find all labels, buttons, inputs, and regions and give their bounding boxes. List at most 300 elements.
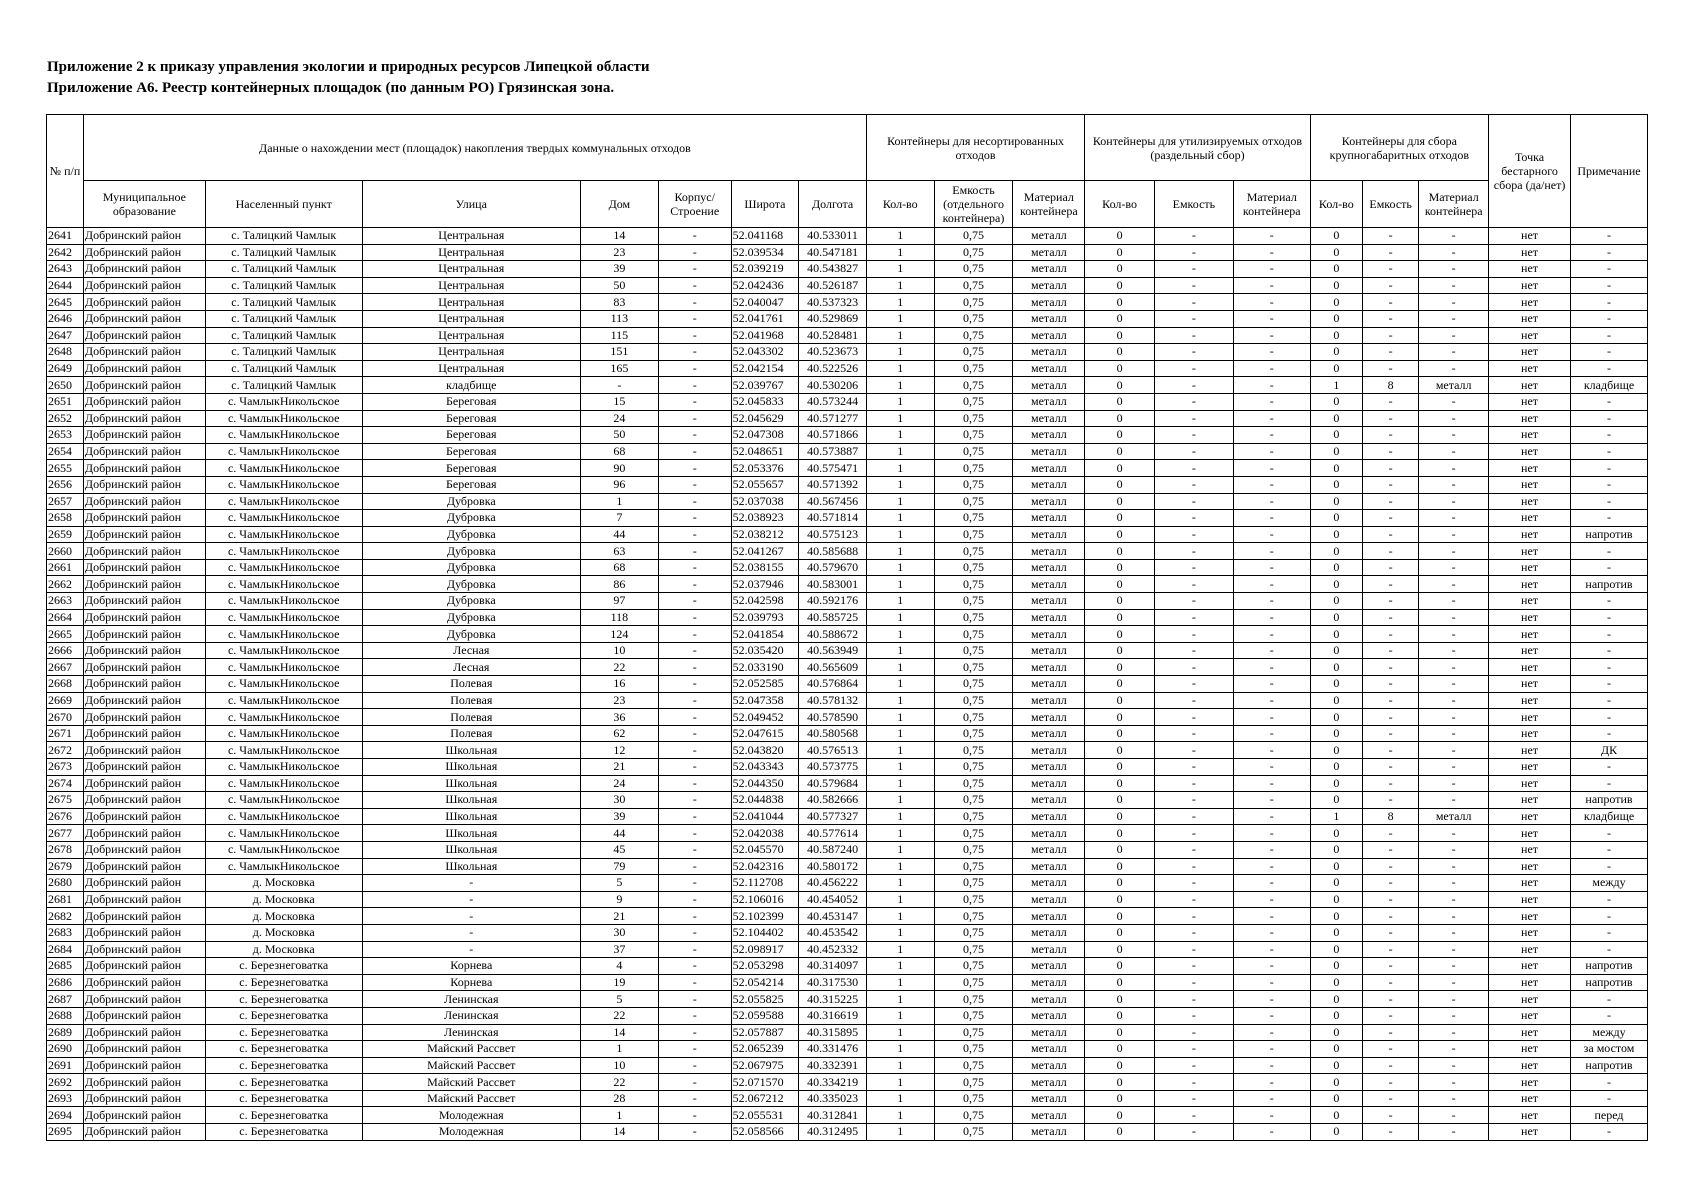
- cell-recycled-count: 0: [1085, 676, 1155, 693]
- cell-settlement: д. Московка: [205, 875, 362, 892]
- cell-recycled-capacity: -: [1154, 1074, 1233, 1091]
- cell-settlement: с. Березнеговатка: [205, 991, 362, 1008]
- cell-building: -: [658, 1107, 731, 1124]
- cell-municipality: Добринский район: [83, 476, 205, 493]
- cell-settlement: с. ЧамлыкНикольское: [205, 742, 362, 759]
- cell-unsorted-material: металл: [1013, 825, 1085, 842]
- cell-unsorted-count: 1: [866, 1041, 934, 1058]
- cell-num: 2688: [47, 1007, 84, 1024]
- cell-bulky-capacity: -: [1362, 908, 1418, 925]
- cell-recycled-count: 0: [1085, 875, 1155, 892]
- table-row: [47, 244, 1648, 261]
- cell-note: -: [1571, 393, 1648, 410]
- cell-house: 30: [580, 792, 658, 809]
- cell-lon: 40.312495: [799, 1124, 867, 1141]
- cell-lat: 52.102399: [731, 908, 799, 925]
- cell-bulky-material: -: [1419, 759, 1489, 776]
- table-row: [47, 327, 1648, 344]
- cell-street: Школьная: [362, 792, 580, 809]
- cell-street: Полевая: [362, 676, 580, 693]
- title-line-2: Приложение А6. Реестр контейнерных площадок (по данным РО) Грязинская зона.: [47, 80, 615, 96]
- cell-bulky-material: -: [1419, 261, 1489, 278]
- cell-recycled-count: 0: [1085, 792, 1155, 809]
- cell-street: Школьная: [362, 742, 580, 759]
- cell-lat: 52.042154: [731, 360, 799, 377]
- cell-note: -: [1571, 692, 1648, 709]
- cell-container-free: нет: [1489, 1074, 1571, 1091]
- cell-bulky-capacity: -: [1362, 609, 1418, 626]
- cell-building: -: [658, 294, 731, 311]
- cell-street: Береговая: [362, 393, 580, 410]
- cell-bulky-capacity: -: [1362, 1074, 1418, 1091]
- cell-building: -: [658, 526, 731, 543]
- cell-unsorted-material: металл: [1013, 410, 1085, 427]
- cell-settlement: с. ЧамлыкНикольское: [205, 825, 362, 842]
- table-row: [47, 460, 1648, 477]
- cell-unsorted-count: 1: [866, 775, 934, 792]
- cell-unsorted-material: металл: [1013, 1024, 1085, 1041]
- cell-house: 44: [580, 825, 658, 842]
- cell-building: -: [658, 228, 731, 245]
- cell-container-free: нет: [1489, 891, 1571, 908]
- header-unsorted-material: Материал контейнера: [1013, 181, 1085, 228]
- cell-municipality: Добринский район: [83, 974, 205, 991]
- cell-bulky-count: 0: [1310, 1124, 1362, 1141]
- cell-bulky-material: -: [1419, 1041, 1489, 1058]
- cell-container-free: нет: [1489, 676, 1571, 693]
- cell-unsorted-capacity: 0,75: [934, 709, 1013, 726]
- cell-lon: 40.565609: [799, 659, 867, 676]
- cell-bulky-count: 0: [1310, 277, 1362, 294]
- cell-unsorted-material: металл: [1013, 277, 1085, 294]
- cell-recycled-capacity: -: [1154, 1107, 1233, 1124]
- cell-num: 2656: [47, 476, 84, 493]
- cell-unsorted-count: 1: [866, 493, 934, 510]
- cell-bulky-material: -: [1419, 576, 1489, 593]
- cell-house: 10: [580, 642, 658, 659]
- cell-unsorted-count: 1: [866, 261, 934, 278]
- cell-settlement: с. Березнеговатка: [205, 1074, 362, 1091]
- cell-municipality: Добринский район: [83, 692, 205, 709]
- cell-unsorted-material: металл: [1013, 360, 1085, 377]
- cell-lat: 52.053376: [731, 460, 799, 477]
- cell-num: 2651: [47, 393, 84, 410]
- cell-recycled-material: -: [1233, 974, 1310, 991]
- cell-lat: 52.049452: [731, 709, 799, 726]
- cell-num: 2691: [47, 1057, 84, 1074]
- cell-bulky-material: -: [1419, 294, 1489, 311]
- cell-unsorted-material: металл: [1013, 709, 1085, 726]
- cell-note: -: [1571, 709, 1648, 726]
- cell-lat: 52.041044: [731, 808, 799, 825]
- cell-unsorted-material: металл: [1013, 543, 1085, 560]
- cell-recycled-capacity: -: [1154, 759, 1233, 776]
- cell-note: -: [1571, 676, 1648, 693]
- cell-unsorted-count: 1: [866, 559, 934, 576]
- cell-num: 2680: [47, 875, 84, 892]
- cell-house: 22: [580, 1007, 658, 1024]
- cell-bulky-count: 0: [1310, 294, 1362, 311]
- cell-recycled-material: -: [1233, 261, 1310, 278]
- cell-container-free: нет: [1489, 526, 1571, 543]
- cell-building: -: [658, 941, 731, 958]
- cell-settlement: с. ЧамлыкНикольское: [205, 443, 362, 460]
- cell-unsorted-count: 1: [866, 460, 934, 477]
- cell-building: -: [658, 460, 731, 477]
- cell-bulky-count: 0: [1310, 344, 1362, 361]
- cell-bulky-count: 0: [1310, 1024, 1362, 1041]
- cell-street: -: [362, 924, 580, 941]
- cell-street: Корнева: [362, 974, 580, 991]
- cell-unsorted-count: 1: [866, 742, 934, 759]
- cell-container-free: нет: [1489, 277, 1571, 294]
- header-note: Примечание: [1571, 115, 1648, 228]
- cell-unsorted-capacity: 0,75: [934, 808, 1013, 825]
- cell-recycled-material: -: [1233, 1007, 1310, 1024]
- cell-building: -: [658, 327, 731, 344]
- cell-note: -: [1571, 841, 1648, 858]
- cell-municipality: Добринский район: [83, 360, 205, 377]
- cell-unsorted-capacity: 0,75: [934, 1041, 1013, 1058]
- cell-house: 44: [580, 526, 658, 543]
- cell-note: -: [1571, 244, 1648, 261]
- cell-bulky-material: -: [1419, 891, 1489, 908]
- cell-bulky-count: 0: [1310, 443, 1362, 460]
- cell-building: -: [658, 510, 731, 527]
- cell-building: -: [658, 808, 731, 825]
- cell-recycled-capacity: -: [1154, 526, 1233, 543]
- cell-street: Дубровка: [362, 510, 580, 527]
- cell-lat: 52.065239: [731, 1041, 799, 1058]
- cell-container-free: нет: [1489, 941, 1571, 958]
- cell-municipality: Добринский район: [83, 427, 205, 444]
- cell-recycled-capacity: -: [1154, 642, 1233, 659]
- cell-note: -: [1571, 825, 1648, 842]
- cell-bulky-material: -: [1419, 626, 1489, 643]
- cell-bulky-count: 0: [1310, 393, 1362, 410]
- cell-building: -: [658, 277, 731, 294]
- cell-lat: 52.054214: [731, 974, 799, 991]
- cell-bulky-count: 0: [1310, 792, 1362, 809]
- cell-recycled-count: 0: [1085, 443, 1155, 460]
- cell-house: 23: [580, 692, 658, 709]
- cell-unsorted-material: металл: [1013, 725, 1085, 742]
- cell-bulky-material: -: [1419, 742, 1489, 759]
- cell-settlement: с. ЧамлыкНикольское: [205, 692, 362, 709]
- cell-recycled-count: 0: [1085, 593, 1155, 610]
- cell-container-free: нет: [1489, 609, 1571, 626]
- cell-note: кладбище: [1571, 808, 1648, 825]
- cell-house: 68: [580, 443, 658, 460]
- header-bulky-count: Кол-во: [1310, 181, 1362, 228]
- cell-bulky-material: -: [1419, 510, 1489, 527]
- cell-bulky-capacity: -: [1362, 261, 1418, 278]
- cell-recycled-material: -: [1233, 875, 1310, 892]
- cell-house: 1: [580, 1041, 658, 1058]
- cell-bulky-count: 0: [1310, 476, 1362, 493]
- cell-house: 97: [580, 593, 658, 610]
- cell-settlement: с. ЧамлыкНикольское: [205, 559, 362, 576]
- cell-num: 2644: [47, 277, 84, 294]
- cell-note: напротив: [1571, 974, 1648, 991]
- cell-unsorted-count: 1: [866, 1024, 934, 1041]
- cell-bulky-material: -: [1419, 709, 1489, 726]
- cell-lat: 52.052585: [731, 676, 799, 693]
- cell-bulky-material: -: [1419, 493, 1489, 510]
- cell-unsorted-material: металл: [1013, 626, 1085, 643]
- cell-recycled-material: -: [1233, 476, 1310, 493]
- cell-street: Центральная: [362, 344, 580, 361]
- cell-unsorted-count: 1: [866, 443, 934, 460]
- cell-street: Центральная: [362, 310, 580, 327]
- cell-house: 151: [580, 344, 658, 361]
- cell-bulky-count: 0: [1310, 941, 1362, 958]
- cell-lon: 40.567456: [799, 493, 867, 510]
- cell-municipality: Добринский район: [83, 676, 205, 693]
- cell-recycled-count: 0: [1085, 1074, 1155, 1091]
- cell-recycled-material: -: [1233, 759, 1310, 776]
- cell-unsorted-count: 1: [866, 526, 934, 543]
- cell-street: Дубровка: [362, 626, 580, 643]
- cell-unsorted-count: 1: [866, 410, 934, 427]
- cell-bulky-capacity: -: [1362, 692, 1418, 709]
- cell-house: 37: [580, 941, 658, 958]
- cell-bulky-count: 0: [1310, 493, 1362, 510]
- cell-bulky-capacity: 8: [1362, 808, 1418, 825]
- cell-house: 22: [580, 659, 658, 676]
- cell-municipality: Добринский район: [83, 991, 205, 1008]
- cell-bulky-count: 0: [1310, 543, 1362, 560]
- cell-lat: 52.048651: [731, 443, 799, 460]
- cell-unsorted-count: 1: [866, 924, 934, 941]
- cell-bulky-material: -: [1419, 410, 1489, 427]
- cell-num: 2672: [47, 742, 84, 759]
- cell-unsorted-capacity: 0,75: [934, 576, 1013, 593]
- cell-recycled-capacity: -: [1154, 543, 1233, 560]
- cell-house: 21: [580, 759, 658, 776]
- cell-municipality: Добринский район: [83, 659, 205, 676]
- cell-house: 50: [580, 427, 658, 444]
- cell-bulky-count: 0: [1310, 908, 1362, 925]
- cell-unsorted-material: металл: [1013, 692, 1085, 709]
- cell-lon: 40.580172: [799, 858, 867, 875]
- cell-recycled-material: -: [1233, 593, 1310, 610]
- cell-recycled-material: -: [1233, 792, 1310, 809]
- cell-num: 2655: [47, 460, 84, 477]
- cell-unsorted-material: металл: [1013, 244, 1085, 261]
- cell-lon: 40.332391: [799, 1057, 867, 1074]
- cell-bulky-capacity: -: [1362, 958, 1418, 975]
- cell-note: -: [1571, 460, 1648, 477]
- cell-note: -: [1571, 1007, 1648, 1024]
- cell-note: -: [1571, 261, 1648, 278]
- cell-recycled-capacity: -: [1154, 626, 1233, 643]
- cell-bulky-capacity: -: [1362, 593, 1418, 610]
- cell-unsorted-capacity: 0,75: [934, 294, 1013, 311]
- cell-unsorted-material: металл: [1013, 377, 1085, 394]
- cell-recycled-material: -: [1233, 427, 1310, 444]
- cell-note: -: [1571, 593, 1648, 610]
- cell-house: 83: [580, 294, 658, 311]
- cell-street: Центральная: [362, 228, 580, 245]
- cell-street: Майский Рассвет: [362, 1041, 580, 1058]
- cell-building: -: [658, 991, 731, 1008]
- cell-num: 2693: [47, 1090, 84, 1107]
- table-row: [47, 1041, 1648, 1058]
- table-row: [47, 377, 1648, 394]
- cell-num: 2692: [47, 1074, 84, 1091]
- cell-house: 115: [580, 327, 658, 344]
- cell-bulky-count: 0: [1310, 261, 1362, 278]
- cell-municipality: Добринский район: [83, 294, 205, 311]
- cell-container-free: нет: [1489, 443, 1571, 460]
- cell-lat: 52.035420: [731, 642, 799, 659]
- cell-unsorted-capacity: 0,75: [934, 344, 1013, 361]
- cell-bulky-capacity: -: [1362, 709, 1418, 726]
- cell-recycled-capacity: -: [1154, 244, 1233, 261]
- cell-num: 2690: [47, 1041, 84, 1058]
- cell-recycled-material: -: [1233, 277, 1310, 294]
- cell-bulky-capacity: -: [1362, 294, 1418, 311]
- cell-bulky-count: 0: [1310, 427, 1362, 444]
- table-row: [47, 759, 1648, 776]
- cell-bulky-material: -: [1419, 476, 1489, 493]
- cell-recycled-material: -: [1233, 725, 1310, 742]
- cell-num: 2685: [47, 958, 84, 975]
- cell-settlement: с. Березнеговатка: [205, 1090, 362, 1107]
- cell-building: -: [658, 725, 731, 742]
- cell-num: 2671: [47, 725, 84, 742]
- cell-house: 5: [580, 991, 658, 1008]
- cell-bulky-capacity: -: [1362, 775, 1418, 792]
- cell-recycled-capacity: -: [1154, 1057, 1233, 1074]
- cell-recycled-count: 0: [1085, 958, 1155, 975]
- table-row: [47, 991, 1648, 1008]
- cell-bulky-count: 1: [1310, 377, 1362, 394]
- cell-house: 79: [580, 858, 658, 875]
- cell-municipality: Добринский район: [83, 543, 205, 560]
- cell-building: -: [658, 1007, 731, 1024]
- cell-recycled-capacity: -: [1154, 327, 1233, 344]
- cell-recycled-capacity: -: [1154, 725, 1233, 742]
- cell-recycled-count: 0: [1085, 510, 1155, 527]
- cell-house: 14: [580, 1124, 658, 1141]
- table-row: [47, 510, 1648, 527]
- cell-num: 2664: [47, 609, 84, 626]
- cell-lat: 52.057887: [731, 1024, 799, 1041]
- cell-bulky-capacity: -: [1362, 393, 1418, 410]
- cell-recycled-count: 0: [1085, 277, 1155, 294]
- cell-lat: 52.033190: [731, 659, 799, 676]
- cell-house: 14: [580, 228, 658, 245]
- cell-bulky-capacity: -: [1362, 559, 1418, 576]
- cell-unsorted-capacity: 0,75: [934, 377, 1013, 394]
- cell-recycled-material: -: [1233, 841, 1310, 858]
- header-recycled-count: Кол-во: [1085, 181, 1155, 228]
- header-house: Дом: [580, 181, 658, 228]
- cell-lat: 52.055657: [731, 476, 799, 493]
- cell-bulky-material: -: [1419, 991, 1489, 1008]
- cell-street: -: [362, 941, 580, 958]
- cell-lat: 52.039767: [731, 377, 799, 394]
- cell-lat: 52.045833: [731, 393, 799, 410]
- cell-lon: 40.585688: [799, 543, 867, 560]
- cell-bulky-material: -: [1419, 676, 1489, 693]
- cell-note: -: [1571, 493, 1648, 510]
- cell-recycled-count: 0: [1085, 559, 1155, 576]
- cell-settlement: с. Березнеговатка: [205, 1124, 362, 1141]
- cell-lat: 52.053298: [731, 958, 799, 975]
- table-row: [47, 1074, 1648, 1091]
- cell-bulky-capacity: -: [1362, 310, 1418, 327]
- cell-municipality: Добринский район: [83, 958, 205, 975]
- cell-unsorted-material: металл: [1013, 908, 1085, 925]
- cell-lat: 52.044350: [731, 775, 799, 792]
- cell-recycled-material: -: [1233, 692, 1310, 709]
- cell-num: 2667: [47, 659, 84, 676]
- table-row: [47, 1057, 1648, 1074]
- cell-street: Центральная: [362, 294, 580, 311]
- cell-building: -: [658, 1090, 731, 1107]
- cell-lon: 40.583001: [799, 576, 867, 593]
- cell-bulky-capacity: -: [1362, 941, 1418, 958]
- cell-unsorted-count: 1: [866, 974, 934, 991]
- cell-house: 22: [580, 1074, 658, 1091]
- cell-bulky-count: 0: [1310, 825, 1362, 842]
- cell-recycled-material: -: [1233, 1024, 1310, 1041]
- cell-street: Береговая: [362, 476, 580, 493]
- cell-note: -: [1571, 543, 1648, 560]
- cell-recycled-count: 0: [1085, 941, 1155, 958]
- cell-municipality: Добринский район: [83, 1090, 205, 1107]
- cell-house: 24: [580, 410, 658, 427]
- cell-bulky-count: 1: [1310, 808, 1362, 825]
- cell-street: Дубровка: [362, 576, 580, 593]
- cell-bulky-material: -: [1419, 941, 1489, 958]
- cell-building: -: [658, 742, 731, 759]
- cell-lat: 52.047615: [731, 725, 799, 742]
- cell-note: -: [1571, 659, 1648, 676]
- cell-settlement: с. ЧамлыкНикольское: [205, 808, 362, 825]
- table-row: [47, 609, 1648, 626]
- cell-settlement: с. ЧамлыкНикольское: [205, 626, 362, 643]
- cell-house: 63: [580, 543, 658, 560]
- cell-recycled-capacity: -: [1154, 310, 1233, 327]
- cell-lat: 52.055531: [731, 1107, 799, 1124]
- cell-recycled-material: -: [1233, 294, 1310, 311]
- cell-note: -: [1571, 775, 1648, 792]
- cell-bulky-count: 0: [1310, 1090, 1362, 1107]
- cell-settlement: с. Березнеговатка: [205, 1057, 362, 1074]
- cell-settlement: с. ЧамлыкНикольское: [205, 659, 362, 676]
- table-row: [47, 875, 1648, 892]
- cell-lon: 40.571277: [799, 410, 867, 427]
- cell-house: 50: [580, 277, 658, 294]
- cell-settlement: с. Талицкий Чамлык: [205, 261, 362, 278]
- cell-lat: 52.038155: [731, 559, 799, 576]
- cell-bulky-capacity: -: [1362, 427, 1418, 444]
- table-body: [47, 228, 1648, 1141]
- table-row: [47, 277, 1648, 294]
- cell-unsorted-count: 1: [866, 427, 934, 444]
- cell-unsorted-material: металл: [1013, 875, 1085, 892]
- cell-unsorted-material: металл: [1013, 294, 1085, 311]
- cell-container-free: нет: [1489, 858, 1571, 875]
- cell-note: -: [1571, 427, 1648, 444]
- cell-unsorted-capacity: 0,75: [934, 1124, 1013, 1141]
- cell-house: 16: [580, 676, 658, 693]
- cell-lon: 40.315225: [799, 991, 867, 1008]
